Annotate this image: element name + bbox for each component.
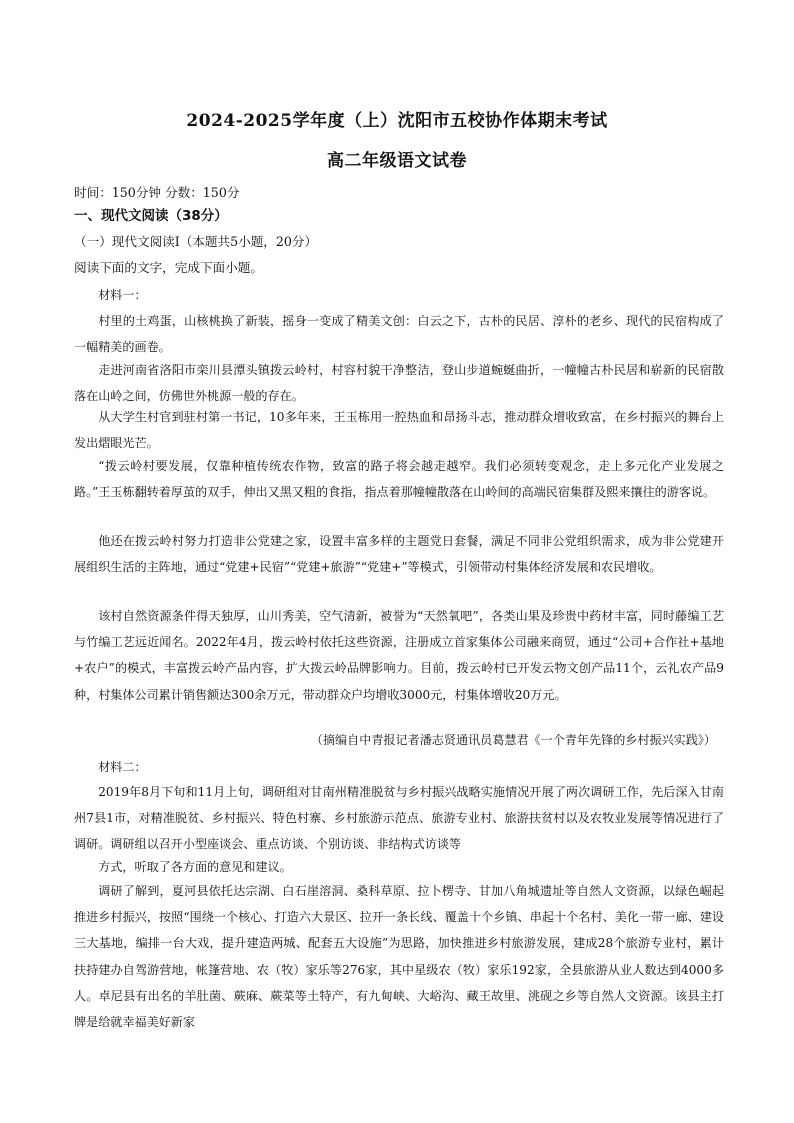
material1-paragraph-1: 村里的土鸡蛋，山核桃换了新装，摇身一变成了精美文创：白云之下，古朴的民居、淳朴的老乡、现代的民宿构成了一幅精美的画卷。: [74, 314, 724, 355]
material1-label: 材料一：: [98, 288, 147, 302]
material2-label: 材料二：: [98, 760, 147, 774]
section-heading: 一、现代文阅读（38分）: [74, 208, 228, 224]
material1-source: （摘编自中青报记者潘志贤通讯员葛慧君《一个青年先锋的乡村振兴实践》）: [310, 733, 716, 747]
material1-paragraph-5: 他还在拨云岭村努力打造非公党建之家，设置丰富多样的主题党日套餐，满足不同非公党组织需求，成为非公党建开展组织生活的主阵地，通过“党建+民宿”“党建+旅游”“党建+”等模式，引领带动村集体经济发展和农民增收。: [74, 534, 724, 575]
material1-paragraph-2: 走进河南省洛阳市栾川县潭头镇拨云岭村，村容村貌干净整洁，登山步道蜿蜒曲折，一幢幢古朴民居和崭新的民宿散落在山岭之间，仿佛世外桃源一般的存在。: [74, 363, 724, 404]
exam-title: 2024-2025学年度（上）沈阳市五校协作体期末考试: [186, 111, 608, 131]
exam-subtitle: 高二年级语文试卷: [327, 151, 467, 171]
section-subheading: （一）现代文阅读Ⅰ（本题共5小题，20分）: [74, 234, 318, 249]
material2-paragraph-2: 方式，听取了各方面的意见和建议。: [98, 860, 292, 874]
exam-info: 时间：150分钟 分数：150分: [74, 185, 240, 200]
material1-paragraph-6: 该村自然资源条件得天独厚，山川秀美，空气清新，被誉为“天然氧吧”，各类山果及珍贵中药材丰富，同时藤编工艺与竹编工艺远近闻名。2022年4月，拨云岭村依托这些资源，注册成立首家集体公司融来商贸，通过“公司+合作社+基地+农户”的模式，丰富拨云岭产品内容，扩大拨云岭品牌影响力。目前，拨云岭村已开发云物文创产品11个，云礼农产品9种，村集体公司累计销售额达300余万元，带动群众户均增收3000元，村集体增收20万元。: [74, 609, 724, 702]
material1-paragraph-4: “拨云岭村要发展，仅靠种植传统农作物，致富的路子将会越走越窄。我们必须转变观念，走上多元化产业发展之路。”王玉栋翻转着厚茧的双手，伸出又黑又粗的食指，指点着那幢幢散落在山岭间的高端民宿集群及熙来攘往的游客说。: [74, 459, 724, 500]
material2-paragraph-1: 2019年8月下旬和11月上旬，调研组对甘南州精准脱贫与乡村振兴战略实施情况开展了两次调研工作，先后深入甘南州7县1市，对精准脱贫、乡村振兴、特色村寨、乡村旅游示范点、旅游专业村、旅游扶贫村以及农牧业发展等情况进行了调研。调研组以召开小型座谈会、重点访谈、个别访谈、非结构式访谈等: [74, 785, 724, 852]
material2-paragraph-3: 调研了解到，夏河县依托达宗湖、白石崖溶洞、桑科草原、拉卜楞寺、甘加八角城遗址等自然人文资源，以绿色崛起推进乡村振兴，按照“围绕一个核心、打造六大景区、拉开一条长线、覆盖十个乡镇、串起十个名村、美化一带一廊、建设三大基地，编排一台大戏，提升建造两城、配套五大设施”为思路，加快推进乡村旅游发展，建成28个旅游专业村，累计扶持建办自驾游营地，帐篷营地、农（牧）家乐等276家，其中星级农（牧）家乐192家，全县旅游从业人数达到4000多人。卓尼县有出名的羊肚菌、蕨麻、蕨菜等土特产，有九甸峡、大峪沟、藏王故里、洮砚之乡等自然人文资源。该县主打牌是给就幸福美好新家: [74, 884, 724, 1030]
material1-paragraph-3: 从大学生村官到驻村第一书记，10多年来，王玉栋用一腔热血和昂扬斗志，推动群众增收致富，在乡村振兴的舞台上发出熠眼光芒。: [74, 410, 724, 451]
reading-instruction: 阅读下面的文字，完成下面小题。: [74, 260, 263, 275]
